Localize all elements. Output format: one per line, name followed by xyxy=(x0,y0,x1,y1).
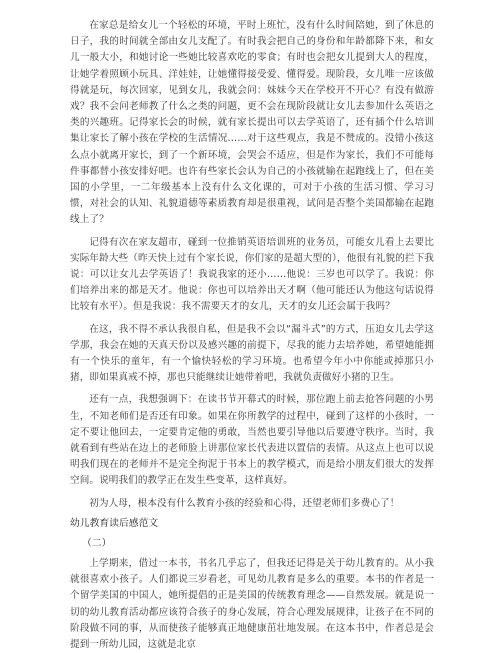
section-number: （二） xyxy=(82,537,112,549)
body-paragraph-1: 在家总是给女儿一个轻松的环境，平时上班忙，没有什么时间陪她，到了休息的日子，我的时间就全部由女儿支配了。有时我会把自己的身份和年龄都降下来，和女儿一般大小，和她讨论一些她比较喜欢吃的零食；有时也会把女儿提到大人的程度，让她学着照顾小玩具、洋娃娃，让她懂得接受爱、懂得爱。现阶段，女儿唯一应该做得就是玩，每次回家，见到女儿，我就会问：妹妹今天在学校开不开心？有没有做游戏？我不会问老师教了什么之类的问题，更不会在现阶段就让女儿去参加什么英语之类的兴趣班。记得家长会的时候，就有家长提出可以去学英语了，还有插个什么培训集让家长了解小孩在学校的生活情况……对于这些观点，我是不赞成的。没错小孩这么点小就离开家长，到了一个新环境，会哭会不适应，但是作为家长，我们不可能每件事都替小孩安排好吧。也许有些家长会认为自己的小孩就输在起跑线上了，但在美国的小学里，一二年级基本上没有什么文化课的，可对于小孩的生活习惯、学习习惯，对社会的认知、礼貌道德等素质教育却是很重视，试问是否整个美国都输在起跑线上了？ xyxy=(70,20,434,226)
body-paragraph-5: 上学期来，借过一本书，书名几乎忘了，但我还记得是关于幼儿教育的。从小我就很喜欢小孩子。人们都说三岁看老，可见幼儿教育是多么的重要。本书的作者是一个留学美国的中国人，她所提倡的正是美国的传统教育理念——自然发展。就是说一切的幼儿教育活动都应该符合孩子的身心发展，符合心理发展规律，让孩子在不同的阶段做不同的事，从而使孩子能够真正地健康茁壮地发展。在这本书中，作者总是会提到一所幼儿园，这就是北京 xyxy=(70,557,434,650)
closing-line: 初为人母，根本没有什么教育小孩的经验和心得，还望老师们多费心了！ xyxy=(89,497,400,509)
body-paragraph-3: 在这，我不得不承认我很自私，但是我不会以“漏斗式”的方式，压迫女儿去学这学那，我会在她的天真天份以及感兴趣的前提下，尽我的能力去培养她，希望她能拥有一个快乐的童年，有一个愉快轻松的学习环境。也希望今年小中你能或掉那只小猪，即如果真戒不掉，那也只能继续让她带着吧，我就负责做好小猪的卫生。 xyxy=(70,323,434,384)
body-paragraph-2: 记得有次在家友超市，碰到一位推销英语培训班的业务员，可能女儿看上去要比实际年龄大些（昨天快上过有个家长说，你们家的是超大型的），他很有礼貌的拦下我说：可以让女儿去学英语了！我说我家的还小……他说：三岁也可以学了。我说：你们培养出来的都是天才。他说：你也可以培养出天才啊（他可能还认为他这句话说得比较有水平）。但是我说：我不需要天才的女儿，天才的女儿还会属于我吗？ xyxy=(70,236,434,313)
body-paragraph-4: 还有一点，我想强调下：在读书节开幕式的时候，那位跑上前去抢答问题的小男生，不知老师们是否还有印象。如果在你所教学的过程中，碰到了这样的小孩时，一定不要让他回去，一定要肯定他的勇敢，当然也要引导他以后要遵守秩序。当时，我就看到有些站在边上的老师脸上讲那位家长代表进以置信的表情。从这点上也可以说明我们现在的老师并不是完全拘泥于书本上的教学模式，而是给小朋友们很大的发挥空间。说明我们的教学正在发生些变革，这样真好。 xyxy=(70,394,434,487)
section-heading: 幼儿教育读后感范文 xyxy=(70,517,159,529)
